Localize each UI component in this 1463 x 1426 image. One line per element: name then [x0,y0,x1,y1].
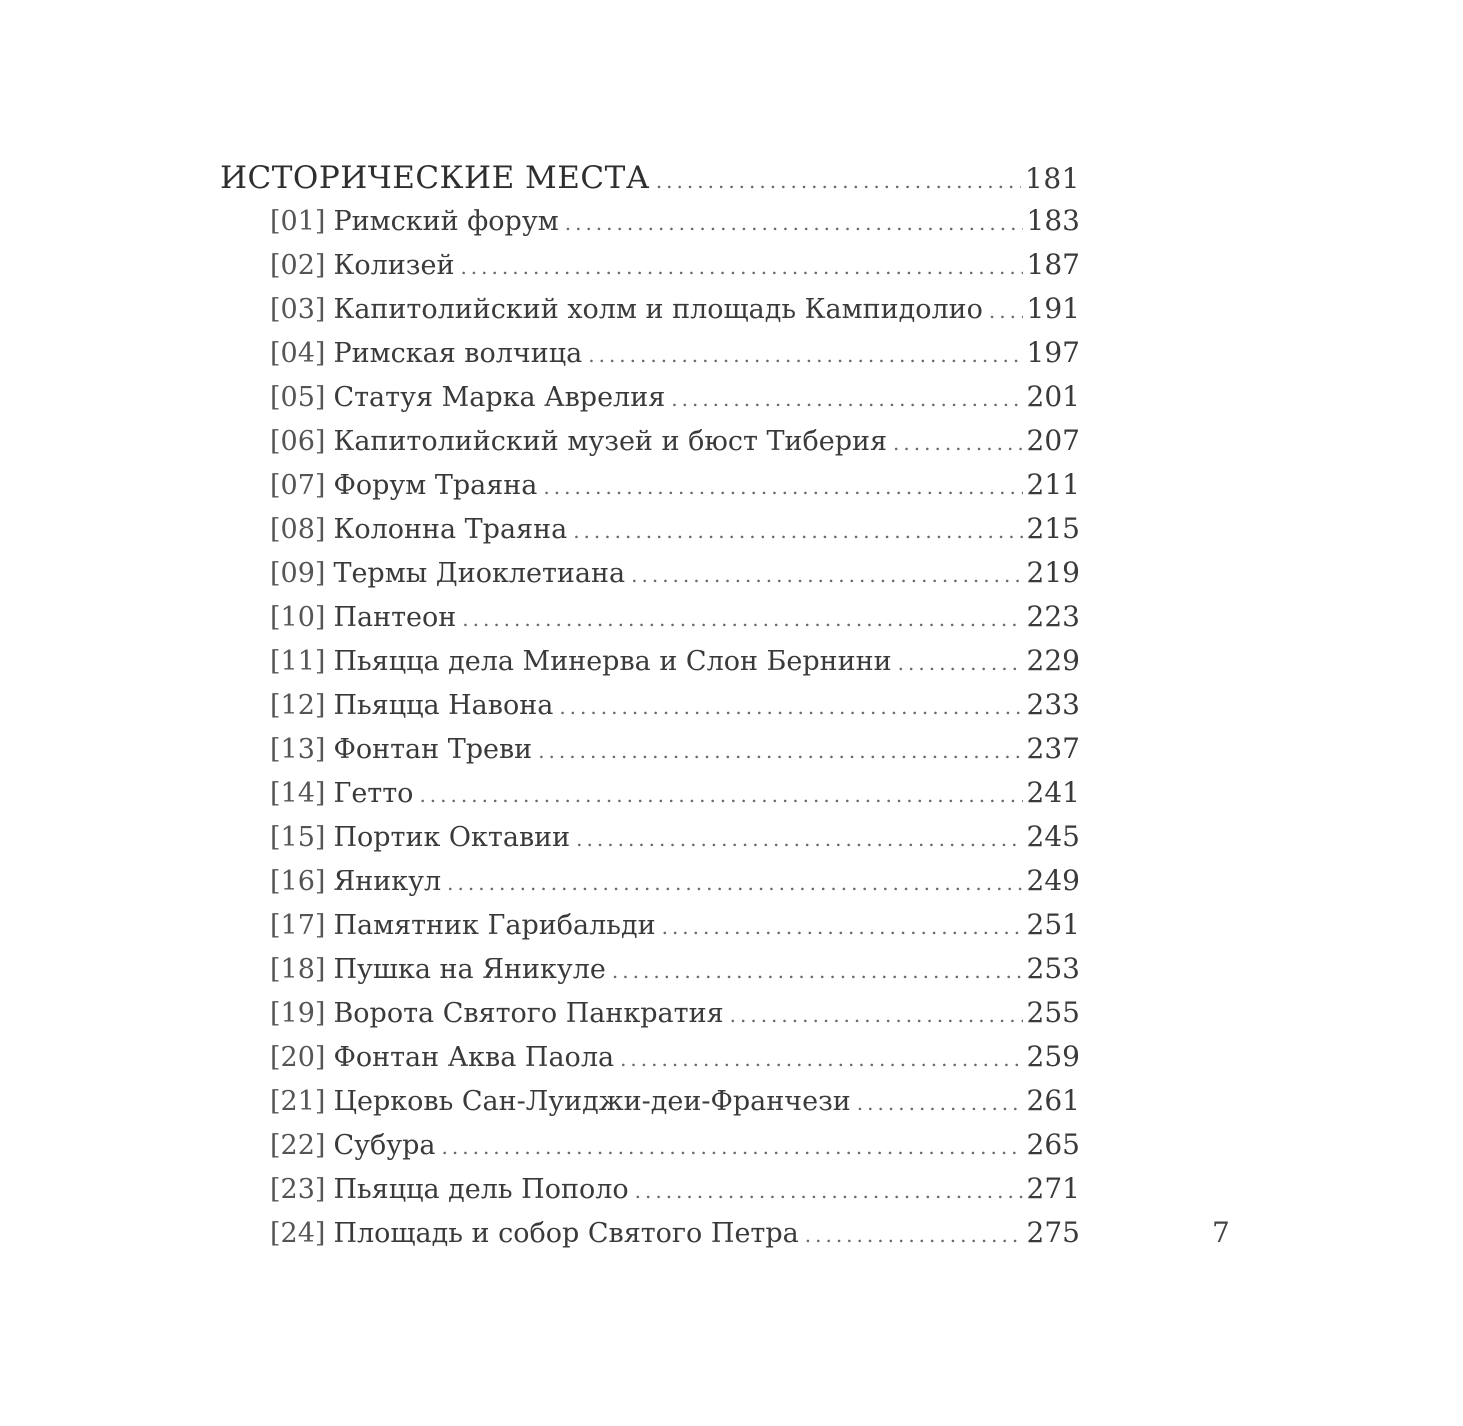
dot-leader [656,169,1021,193]
toc-entry-24 [270,1216,1080,1260]
entry-title: Памятник Гарибальди [333,910,656,941]
entry-title: Гетто [333,778,414,809]
entry-title: Яникул [333,866,442,897]
dot-leader [612,959,1023,983]
dot-leader [442,1135,1023,1159]
entry-page-number: 233 [1026,688,1080,721]
toc-entry-01 [270,204,1080,248]
dot-leader [538,739,1022,763]
toc-entry-20 [270,1040,1080,1084]
entry-page-number: 271 [1026,1172,1080,1205]
entry-page-number: 211 [1026,468,1080,501]
section-title: ИСТОРИЧЕСКИЕ МЕСТА [220,160,650,196]
entry-page-number: 275 [1026,1216,1080,1249]
dot-leader [543,475,1022,499]
dot-leader [893,431,1023,455]
entry-page-number: 215 [1026,512,1080,545]
entry-title: Колонна Траяна [333,514,568,545]
toc-entry-18 [270,952,1080,996]
entry-title: Пьяцца дела Минерва и Слон Бернини [333,646,892,677]
entry-number: [19] [270,998,326,1029]
toc-entry-03 [270,292,1080,336]
dot-leader [576,827,1022,851]
entry-number: [01] [270,206,326,237]
entry-number: [10] [270,602,326,633]
entry-page-number: 237 [1026,732,1080,765]
dot-leader [635,1179,1023,1203]
entry-title: Пушка на Яникуле [333,954,606,985]
toc-entry-21 [270,1084,1080,1128]
entry-title: Капитолийский музей и бюст Тиберия [333,426,888,457]
entry-page-number: 187 [1026,248,1080,281]
entry-number: [13] [270,734,326,765]
entry-title: Пьяцца дель Пополо [333,1174,629,1205]
entry-number: [04] [270,338,326,369]
entry-page-number: 223 [1026,600,1080,633]
dot-leader [565,211,1023,235]
toc-entry-16 [270,864,1080,908]
entry-number: [17] [270,910,326,941]
entry-title: Статуя Марка Аврелия [333,382,666,413]
entry-title: Колизей [333,250,455,281]
entry-number: [18] [270,954,326,985]
entry-title: Церковь Сан-Луиджи-деи-Франчези [333,1086,851,1117]
dot-leader [730,1003,1023,1027]
toc-entry-09 [270,556,1080,600]
dot-leader [588,343,1022,367]
entry-page-number: 249 [1026,864,1080,897]
dot-leader [631,563,1022,587]
entry-title: Фонтан Треви [333,734,533,765]
toc-entry-04 [270,336,1080,380]
entry-number: [03] [270,294,326,325]
entry-page-number: 253 [1026,952,1080,985]
entry-title: Пантеон [333,602,457,633]
section-page-number: 181 [1025,162,1080,195]
entry-page-number: 265 [1026,1128,1080,1161]
entry-number: [20] [270,1042,326,1073]
entry-page-number: 219 [1026,556,1080,589]
entry-title: Фонтан Аква Паола [333,1042,615,1073]
toc-entry-17 [270,908,1080,952]
toc-entry-11 [270,644,1080,688]
toc-entry-23 [270,1172,1080,1216]
toc-entry-22 [270,1128,1080,1172]
entry-number: [16] [270,866,326,897]
dot-leader [805,1223,1023,1247]
entry-title: Площадь и собор Святого Петра [333,1218,799,1249]
entry-page-number: 245 [1026,820,1080,853]
page-folio-number: 7 [1212,1216,1230,1249]
dot-leader [620,1047,1022,1071]
entry-page-number: 201 [1026,380,1080,413]
dot-leader [662,915,1023,939]
toc-entry-13 [270,732,1080,776]
entry-number: [07] [270,470,326,501]
toc-entry-19 [270,996,1080,1040]
entry-title: Капитолийский холм и площадь Кампидолио [333,294,983,325]
entry-number: [12] [270,690,326,721]
entry-number: [23] [270,1174,326,1205]
dot-leader [462,607,1022,631]
entry-title: Субура [333,1130,436,1161]
dot-leader [857,1091,1023,1115]
entry-number: [24] [270,1218,326,1249]
entry-page-number: 241 [1026,776,1080,809]
entry-page-number: 183 [1026,204,1080,237]
entry-number: [02] [270,250,326,281]
entry-number: [22] [270,1130,326,1161]
entry-title: Римский форум [333,206,559,237]
entry-title: Портик Октавии [333,822,571,853]
entry-title: Ворота Святого Панкратия [333,998,724,1029]
entry-number: [11] [270,646,326,677]
toc-entry-14 [270,776,1080,820]
toc-entry-list [220,204,1080,1260]
entry-page-number: 229 [1026,644,1080,677]
entry-page-number: 261 [1026,1084,1080,1117]
entry-title: Пьяцца Навона [333,690,554,721]
toc-entry-05 [270,380,1080,424]
entry-page-number: 207 [1026,424,1080,457]
entry-number: [08] [270,514,326,545]
table-of-contents [220,160,1080,1260]
toc-entry-12 [270,688,1080,732]
entry-title: Термы Диоклетиана [333,558,626,589]
entry-number: [06] [270,426,326,457]
entry-number: [21] [270,1086,326,1117]
entry-page-number: 197 [1026,336,1080,369]
entry-number: [14] [270,778,326,809]
entry-page-number: 191 [1026,292,1080,325]
dot-leader [559,695,1022,719]
dot-leader [671,387,1022,411]
entry-number: [15] [270,822,326,853]
toc-entry-06 [270,424,1080,468]
dot-leader [898,651,1023,675]
toc-entry-15 [270,820,1080,864]
entry-page-number: 259 [1026,1040,1080,1073]
toc-entry-10 [270,600,1080,644]
dot-leader [989,299,1023,323]
dot-leader [419,783,1022,807]
toc-entry-02 [270,248,1080,292]
entry-page-number: 251 [1026,908,1080,941]
dot-leader [447,871,1022,895]
entry-number: [05] [270,382,326,413]
toc-section-heading [220,160,1080,204]
entry-page-number: 255 [1026,996,1080,1029]
entry-title: Форум Траяна [333,470,538,501]
entry-title: Римская волчица [333,338,583,369]
toc-entry-07 [270,468,1080,512]
dot-leader [573,519,1022,543]
toc-entry-08 [270,512,1080,556]
entry-number: [09] [270,558,326,589]
dot-leader [460,255,1022,279]
